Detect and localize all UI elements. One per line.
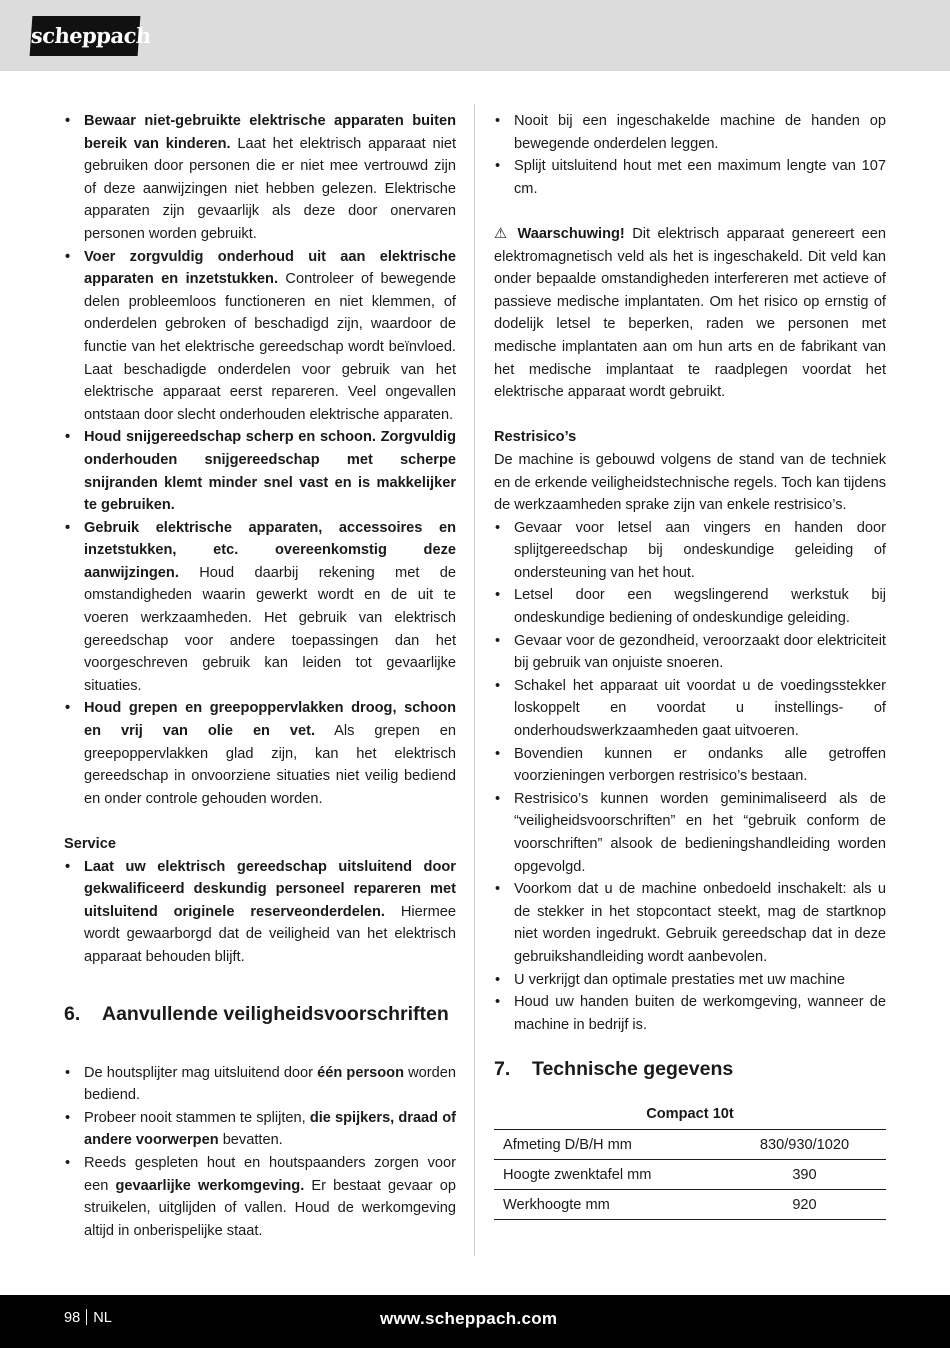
section-6-heading: 6. Aanvullende veiligheidsvoorschriften (64, 1002, 449, 1025)
list-item: • Gebruik elektrische apparaten, accessoires en inzetstukken, etc. overeenkomstig deze aanwijzingen. Houd daarbij rekening met de omstandigheden waarin gewerkt wordt en de uit te voeren werkzaamheden. Het gebruik van elektrisch gereedschap voor andere toepassingen dan het voorgeschreven gebruik kan leiden tot gevaarlijke situaties. (65, 519, 456, 694)
table-cell-label: Afmeting D/B/H mm (494, 1130, 723, 1160)
list-item: • Schakel het apparaat uit voordat u de voedingsstekker loskoppelt en voordat u instellings- of onderhoudswerkzaamheden gaat uitvoeren. (495, 677, 886, 740)
list-item: • Nooit bij een ingeschakelde machine de handen op bewegende onderdelen leggen. (495, 113, 886, 152)
list-item: • Splijt uitsluitend hout met een maximum lengte van 107 cm. (495, 158, 886, 197)
warning-triangle-icon: ⚠ (494, 225, 508, 242)
language-code: NL (93, 1310, 112, 1326)
list-item: • De houtsplijter mag uitsluitend door één persoon worden bediend. (65, 1064, 456, 1104)
list-item: • Reeds gespleten hout en houtspaanders zorgen voor een gevaarlijke werkomgeving. Er bestaat gevaar op struikelen, uitglijden of vallen. Houd de werkomgeving altijd in onberispelijke staat. (65, 1154, 457, 1239)
header-bar (0, 0, 950, 71)
residual-risks-intro: De machine is gebouwd volgens de stand van de techniek en de erkende veiligheidstechnische regels. Toch kan tijdens de werkzaamheden sprake zijn van enkele restrisico’s. (494, 451, 886, 514)
page-number: 98 NL (64, 1310, 112, 1326)
technical-data-table (494, 1099, 886, 1220)
table-row (494, 1130, 886, 1160)
list-item: • Houd grepen en greepoppervlakken droog, schoon en vrij van olie en vet. Als grepen en greepoppervlakken glad zijn, kan het elektrisch gereedschap in onvoorziene situaties niet veilig bediend en onder controle gehouden worden. (65, 700, 456, 807)
section-7-heading: 7. Technische gegevens (494, 1058, 734, 1081)
left-column (64, 110, 456, 1242)
warning-label: Waarschuwing! (517, 225, 625, 242)
list-item: • Houd uw handen buiten de werkomgeving, wanneer de machine in bedrijf is. (495, 994, 886, 1033)
list-item: • Probeer nooit stammen te splijten, die spijkers, draad of andere voorwerpen bevatten. (65, 1109, 456, 1149)
right-column (494, 110, 886, 1220)
list-item: • Voorkom dat u de machine onbedoeld inschakelt: als u de stekker in het stopcontact steekt, mag de startknop niet worden ingedrukt. Gebruik gereedschap dat in deze gebruikshandleiding wordt aanbevolen. (495, 881, 886, 965)
residual-risks-heading: Restrisico’s (494, 429, 577, 446)
list-item: • Houd snijgereedschap scherp en schoon. Zorgvuldig onderhouden snijgereedschap met scherpe snijranden klemt minder snel vast en is makkelijker te gebruiken. (65, 429, 456, 514)
website-url: www.scheppach.com (380, 1309, 558, 1328)
table-cell-label: Werkhoogte mm (494, 1190, 723, 1220)
warning-paragraph: ⚠ Waarschuwing! Dit elektrisch apparaat genereert een elektromagnetisch veld als het is ingeschakeld. Dit veld kan onder bepaalde omstandigheden interfereren met actieve of passieve medische implantaten. Om het risico op ernstig of dodelijk letsel te beperken, raden we personen met medische implantaten aan om hun arts en de fabrikant van het medische implantaat te raadplegen voordat het elektrische apparaat wordt gebruikt. (494, 223, 886, 404)
list-item: • Gevaar voor letsel aan vingers en handen door splijtgereedschap bij ondeskundige geleiding of ondersteuning van het hout. (495, 519, 886, 581)
list-item: • Restrisico’s kunnen worden geminimaliseerd als de “veiligheidsvoorschriften” en het “gebruik conform de voorschriften” alsook de bedieningshandleiding worden opgevolgd. (495, 790, 886, 875)
table-cell-label: Hoogte zwenktafel mm (494, 1160, 723, 1190)
list-item: • Laat uw elektrisch gereedschap uitsluitend door gekwalificeerd deskundig personeel repareren met uitsluitend originele reserveonderdelen. Hiermee wordt gewaarborgd dat de veiligheid van het elektrisch apparaat behouden blijft. (65, 858, 456, 965)
list-item: • U verkrijgt dan optimale prestaties met uw machine (495, 971, 845, 988)
list-item: • Gevaar voor de gezondheid, veroorzaakt door elektriciteit bij gebruik van onjuiste snoeren. (495, 632, 886, 672)
list-item: • Voer zorgvuldig onderhoud uit aan elektrische apparaten en inzetstukken. Controleer of bewegende delen probleemloos functioneren en niet klemmen, of onderdelen gebroken of beschadigd zijn, waardoor de functie van het elektrische gereedschap wordt beïnvloed. Laat beschadigde onderdelen voor gebruik van het elektrische apparaat eerst repareren. Veel ongevallen ontstaan door slecht onderhouden elektrische apparaten. (65, 248, 456, 423)
table-row (494, 1160, 886, 1190)
list-item: • Bewaar niet-gebruikte elektrische apparaten buiten bereik van kinderen. Laat het elektrisch apparaat niet gebruiken door personen die er niet mee vertrouwd zijn of deze aanwijzingen niet hebben gelezen. Elektrische apparaten zijn gevaarlijk als deze door onervaren personen worden gebruikt. (65, 113, 457, 242)
table-cell-value: 830/930/1020 (723, 1130, 886, 1160)
service-heading: Service (64, 836, 116, 852)
footer-bar (0, 1295, 950, 1348)
column-divider (474, 104, 475, 1256)
table-row (494, 1190, 886, 1220)
list-item: • Letsel door een wegslingerend werkstuk bij ondeskundige bediening of ondeskundige geleiding. (495, 587, 886, 627)
table-cell-value: 390 (723, 1160, 886, 1190)
scheppach-logo: scheppach (30, 16, 141, 56)
list-item: • Bovendien kunnen er ondanks alle getroffen voorzieningen verborgen restrisico’s bestaan. (495, 745, 886, 785)
table-caption: Compact 10t (646, 1106, 734, 1123)
table-cell-value: 920 (723, 1190, 886, 1220)
